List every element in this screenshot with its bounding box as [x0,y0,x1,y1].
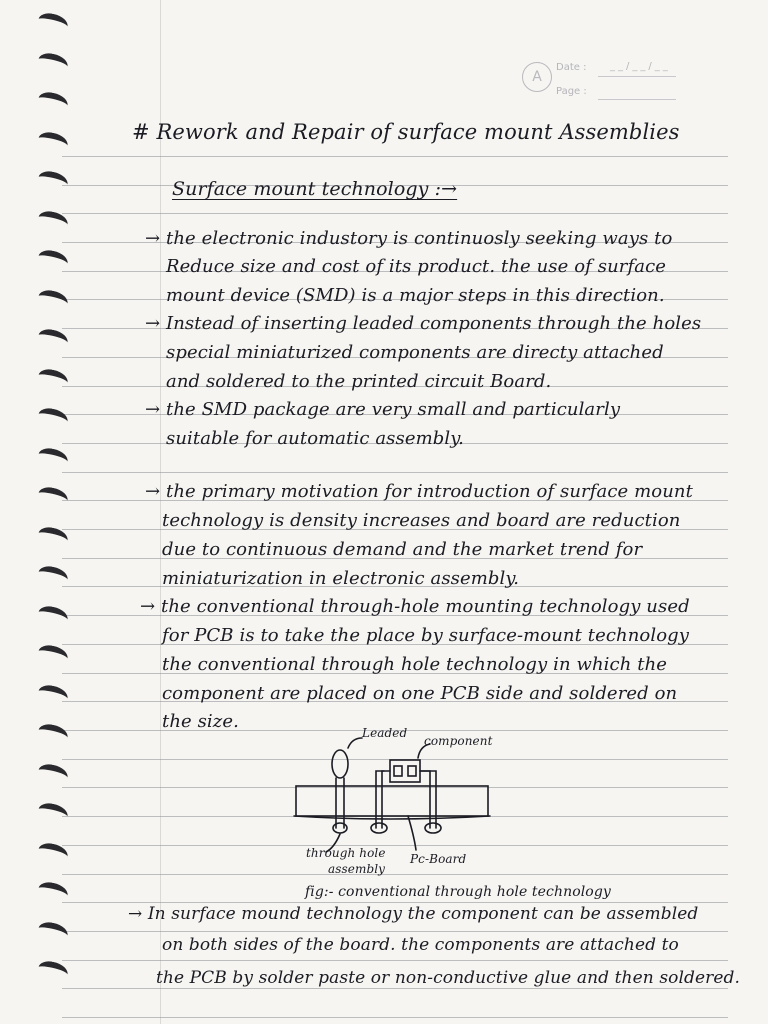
date-line [598,76,676,77]
text-line: the PCB by solder paste or non-conductive glue and then soldered. [156,968,741,988]
pc-board-shape [296,786,488,816]
label-assembly: assembly [328,862,386,876]
text-line: → the SMD package are very small and particularly [145,399,621,420]
text-line: the size. [162,711,239,732]
ruled-line [62,1017,728,1018]
binding-ring-icon [36,51,69,75]
binding-ring-icon [36,880,69,904]
label-through-hole: through hole [306,846,386,860]
text-line: for PCB is to take the place by surface-mount technology [162,625,690,646]
figure-caption: fig:- conventional through hole technology [305,884,611,900]
section-heading: Surface mount technology :→ [172,178,458,200]
text-line: due to continuous demand and the market trend for [162,539,643,560]
binding-ring-icon [36,406,69,430]
text-line: → Instead of inserting leaded components through the holes [145,313,702,334]
page-title: # Rework and Repair of surface mount Assemblies [132,120,680,144]
text-line: the conventional through hole technology in which the [162,654,668,675]
ruled-line [62,902,728,903]
binding-ring-icon [36,367,69,391]
text-line: on both sides of the board. the components are attached to [162,935,679,955]
label-leaded: Leaded [362,726,408,740]
binding-ring-icon [36,643,69,667]
binding-ring-icon [36,327,69,351]
binding-ring-icon [36,564,69,588]
binding-ring-icon [36,722,69,746]
ruled-line [62,874,728,875]
date-value: __/__/__ [610,61,671,72]
binding-ring-icon [36,288,69,312]
text-line: → the electronic industory is continuosly seeking ways to [145,228,673,249]
margin-line [160,0,161,1024]
binding-ring-icon [36,920,69,944]
binding-ring-icon [36,762,69,786]
leaded-component-shape [332,750,348,778]
text-line: and soldered to the printed circuit Board. [166,371,552,392]
label-component: component [424,734,493,748]
text-line: special miniaturized components are directy attached [166,342,664,363]
text-line: Reduce size and cost of its product. the use of surface [166,256,666,277]
text-line: technology is density increases and board are reduction [162,510,681,531]
binding-ring-icon [36,169,69,193]
binding-ring-icon [36,130,69,154]
binding-ring-icon [36,801,69,825]
text-line: → the conventional through-hole mounting technology used [140,596,690,617]
binding-ring-icon [36,446,69,470]
page-label: Page : [556,86,587,97]
binding-ring-icon [36,604,69,628]
binding-ring-icon [36,683,69,707]
text-line: component are placed on one PCB side and soldered on [162,683,678,704]
text-line: suitable for automatic assembly. [166,428,464,449]
binding-ring-icon [36,485,69,509]
label-pc-board: Pc-Board [410,852,467,866]
binding-ring-icon [36,90,69,114]
page-line [598,99,676,100]
binding-ring-icon [36,248,69,272]
text-line: → In surface mound technology the component can be assembled [128,904,699,924]
ruled-line [62,472,728,473]
text-line: mount device (SMD) is a major steps in this direction. [166,285,665,306]
binding-ring-icon [36,11,69,35]
ruled-line [62,960,728,961]
brand-logo-icon: A [522,62,552,92]
ruled-line [62,156,728,157]
text-line: → the primary motivation for introduction of surface mount [145,481,693,502]
ruled-line [62,988,728,989]
date-label: Date : [556,62,587,73]
binding-ring-icon [36,959,69,983]
ruled-line [62,931,728,932]
ruled-line [62,213,728,214]
text-line: miniaturization in electronic assembly. [162,568,520,589]
